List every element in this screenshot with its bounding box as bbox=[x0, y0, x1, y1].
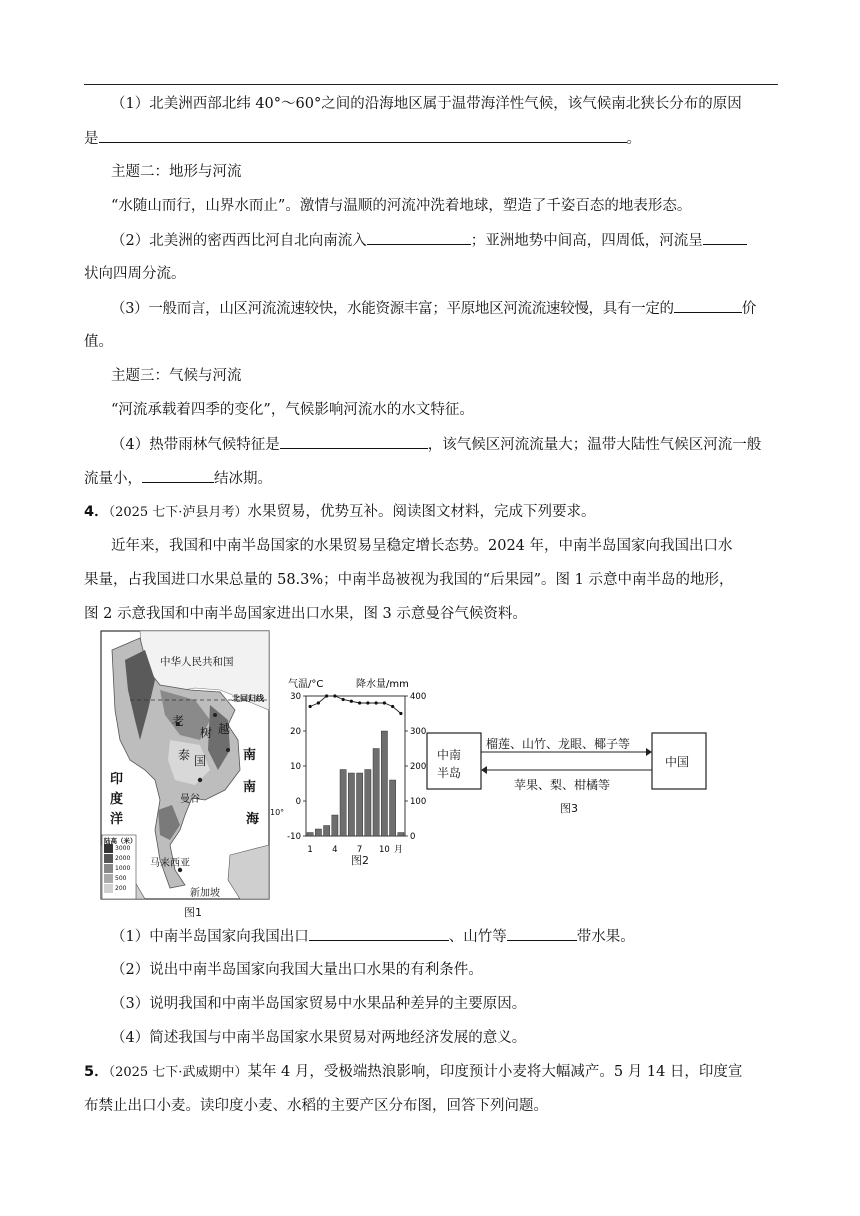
map-legend-title: 陆高（米） bbox=[104, 837, 137, 845]
precip-bar bbox=[348, 773, 354, 836]
figure2-caption: 图2 bbox=[351, 854, 369, 867]
theme2-quote: “水随山而行，山界水而止”。激情与温顺的河流冲洗着地球，塑造了千姿百态的地表形态。 bbox=[111, 198, 692, 214]
temp-line bbox=[310, 696, 401, 714]
figure2-climate-chart bbox=[282, 676, 432, 866]
temp-point bbox=[399, 712, 402, 715]
chart-temp-label: 气温/°C bbox=[288, 679, 324, 690]
q3-part3-line1: （3）一般而言，山区河流流速较快，水能资源丰富；平原地区河流流速较慢，具有一定的 价 bbox=[111, 298, 811, 319]
q5-line2: 布禁止出口小麦。读印度小麦、水稻的主要产区分布图，回答下列问题。 bbox=[84, 1098, 548, 1114]
map-label-guo: 国 bbox=[194, 754, 207, 768]
precip-bar bbox=[357, 773, 363, 836]
chart-precip-label: 降水量/mm bbox=[356, 679, 409, 690]
legend-value: 500 bbox=[115, 875, 127, 882]
bangkok-dot bbox=[198, 778, 202, 782]
precip-bar bbox=[332, 815, 338, 836]
x-tick-label: 1 bbox=[307, 845, 313, 855]
figure3-caption: 图3 bbox=[560, 802, 578, 815]
left-tick-label: 30 bbox=[290, 692, 301, 702]
arrow-right-head bbox=[646, 748, 652, 756]
map-label-lat10: 10° bbox=[270, 808, 285, 817]
map-label-shu: 树 bbox=[200, 726, 213, 740]
right-tick-label: 0 bbox=[410, 832, 416, 842]
q4-sub1: （1）中南半岛国家向我国出口 、山竹等 带水果。 bbox=[111, 926, 811, 947]
x-tick-label: 10 bbox=[378, 845, 390, 855]
temp-point bbox=[342, 698, 345, 701]
q4-para-line3: 图 2 示意我国和中南半岛国家进出口水果，图 3 示意曼谷气候资料。 bbox=[84, 606, 527, 622]
q4-para-line2: 果量，占我国进口水果总量的 58.3%；中南半岛被视为我国的“后果园”。图 1 示意中南半岛的地形， bbox=[84, 572, 734, 588]
q3-part1-line2: 是 。 bbox=[84, 128, 784, 149]
precip-bar bbox=[365, 770, 371, 837]
precip-bar bbox=[381, 731, 387, 836]
right-tick-label: 100 bbox=[410, 797, 427, 807]
theme3-heading: 主题三：气候与河流 bbox=[111, 368, 242, 384]
left-tick-label: 20 bbox=[290, 727, 301, 737]
answer-blank[interactable] bbox=[703, 230, 747, 245]
answer-blank[interactable] bbox=[507, 926, 577, 941]
map-label-singapore: 新加坡 bbox=[190, 888, 220, 899]
answer-blank[interactable] bbox=[674, 298, 742, 313]
map-label-india-ocean-3: 洋 bbox=[110, 812, 124, 827]
legend-value: 200 bbox=[115, 885, 127, 892]
map-label-india-ocean-2: 度 bbox=[110, 792, 124, 807]
legend-value: 2000 bbox=[115, 855, 131, 862]
theme2-heading: 主题二：地形与河流 bbox=[111, 164, 242, 180]
q3-part3-line2: 值。 bbox=[84, 334, 113, 350]
answer-blank[interactable] bbox=[367, 230, 471, 245]
precip-bar bbox=[340, 770, 346, 837]
map-legend-values bbox=[115, 844, 130, 894]
precip-bar bbox=[390, 780, 396, 836]
temp-point bbox=[366, 701, 369, 704]
map-label-nan1: 南 bbox=[243, 748, 257, 763]
temp-point bbox=[375, 701, 378, 704]
chart-month-suffix: 月 bbox=[394, 845, 404, 855]
q4-sub2: （2）说出中南半岛国家向我国大量出口水果的有利条件。 bbox=[111, 962, 483, 978]
box-label-indochina-1: 中南 bbox=[437, 748, 462, 762]
answer-blank[interactable] bbox=[142, 468, 214, 483]
temp-point bbox=[333, 694, 336, 697]
temp-point bbox=[325, 694, 328, 697]
q4-heading: 4．（2025 七下·泸县月考）水果贸易，优势互补。阅读图文材料，完成下列要求。 bbox=[84, 504, 596, 520]
map-label-china: 中华人民共和国 bbox=[160, 656, 234, 668]
precip-bar bbox=[398, 833, 404, 837]
header-rule bbox=[84, 84, 778, 85]
map-label-thai: 泰 bbox=[178, 748, 191, 762]
x-tick-label: 4 bbox=[332, 845, 338, 855]
answer-blank[interactable] bbox=[99, 128, 627, 143]
q3-part1-line1: （1）北美洲西部北纬 40°～60°之间的沿海地区属于温带海洋性气候，该气候南北狭长分布的原因 bbox=[111, 96, 742, 112]
temp-point bbox=[309, 705, 312, 708]
figure1-caption: 图1 bbox=[184, 906, 202, 919]
left-tick-label: -10 bbox=[287, 832, 301, 842]
q3-part4-line1: （4）热带雨林气候特征是 ，该气候区河流流量大；温带大陆性气候区河流一般 bbox=[111, 434, 811, 455]
q4-para-line1: 近年来，我国和中南半岛国家的水果贸易呈稳定增长态势。2024 年，中南半岛国家向我国出口水 bbox=[111, 538, 733, 554]
right-tick-label: 300 bbox=[410, 727, 427, 737]
q5-heading: 5．（2025 七下·武威期中）某年 4 月，受极端热浪影响，印度预计小麦将大幅减产。5 月 14 日，印度宣 bbox=[84, 1064, 743, 1080]
precip-bar bbox=[373, 749, 379, 837]
left-tick-label: 0 bbox=[295, 797, 301, 807]
map-label-nan2: 南 bbox=[243, 780, 257, 795]
precip-bar bbox=[315, 829, 321, 836]
q3-part2-line2: 状向四周分流。 bbox=[84, 266, 186, 282]
map-label-tropic: 北回归线 bbox=[232, 694, 264, 703]
left-tick-label: 10 bbox=[290, 762, 301, 772]
map-label-india-ocean-1: 印 bbox=[110, 772, 124, 787]
temp-point bbox=[383, 701, 386, 704]
answer-blank[interactable] bbox=[280, 434, 428, 449]
map-label-vietnam: 越 bbox=[218, 722, 231, 736]
box-label-indochina-2: 半岛 bbox=[437, 766, 462, 780]
x-tick-label: 7 bbox=[356, 845, 363, 855]
q3-part4-line2: 流量小， 结冰期。 bbox=[84, 468, 784, 489]
arrow-label-import: 苹果、梨、柑橘等 bbox=[514, 778, 611, 792]
answer-blank[interactable] bbox=[309, 926, 449, 941]
temp-point bbox=[317, 701, 320, 704]
theme3-quote: “河流承载着四季的变化”，气候影响河流水的水文特征。 bbox=[111, 402, 474, 418]
map-label-hai: 海 bbox=[246, 812, 260, 827]
right-tick-label: 400 bbox=[410, 692, 427, 702]
map-label-laos: 老 bbox=[172, 714, 185, 728]
precip-bar bbox=[324, 826, 330, 837]
box-label-china: 中国 bbox=[665, 755, 690, 769]
q4-sub3: （3）说明我国和中南半岛国家贸易中水果品种差异的主要原因。 bbox=[111, 996, 527, 1012]
q3-part2-line1: （2）北美洲的密西西比河自北向南流入 ；亚洲地势中间高，四周低，河流呈 bbox=[111, 230, 811, 251]
arrow-label-export: 榴莲、山竹、龙眼、椰子等 bbox=[486, 737, 631, 751]
temp-point bbox=[391, 705, 394, 708]
legend-value: 3000 bbox=[115, 845, 131, 852]
precip-bar bbox=[307, 833, 313, 837]
map-label-malaysia: 马来西亚 bbox=[150, 858, 190, 869]
temp-point bbox=[358, 701, 361, 704]
legend-value: 1000 bbox=[115, 865, 131, 872]
right-tick-label: 200 bbox=[410, 762, 427, 772]
arrow-left-head bbox=[481, 766, 487, 774]
map-label-bangkok: 曼谷 bbox=[180, 794, 200, 805]
temp-point bbox=[350, 700, 353, 703]
q4-sub4: （4）简述我国与中南半岛国家水果贸易对两地经济发展的意义。 bbox=[111, 1030, 527, 1046]
